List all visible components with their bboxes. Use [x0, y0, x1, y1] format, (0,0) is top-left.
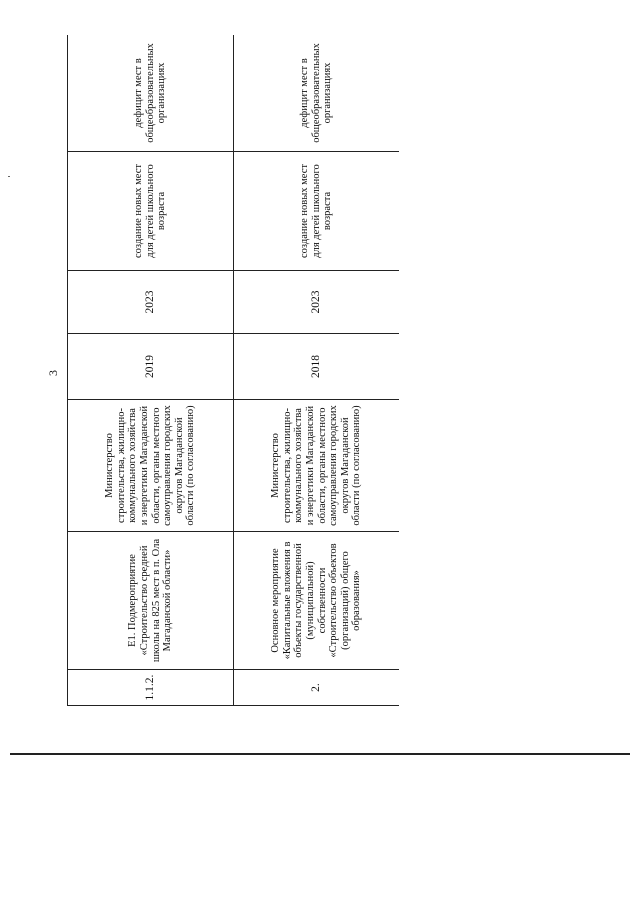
- start-year: 2018: [234, 334, 400, 400]
- expected-result: создание новых мест для детей школьного возраста: [68, 152, 234, 271]
- row-number: 2.: [234, 670, 400, 706]
- horizontal-rule: [10, 753, 630, 755]
- end-year: 2023: [234, 271, 400, 334]
- executor: Министерство строительства, жилищно-коммунального хозяйства и энергетики Магаданской области, органы местного самоуправления городских округов Магаданской области (по согласованию): [234, 400, 400, 532]
- table-row: [68, 35, 234, 706]
- start-year: 2019: [68, 334, 234, 400]
- measures-table: [67, 35, 399, 706]
- problem: дефицит мест в общеобразовательных организациях: [68, 35, 234, 152]
- problem: дефицит мест в общеобразовательных организациях: [234, 35, 400, 152]
- measure-title: Основное мероприятие «Капитальные вложения в объекты государственной (муниципальной) собственности «Строительство объектов (организаций) общего образования»: [234, 532, 400, 670]
- expected-result: создание новых мест для детей школьного возраста: [234, 152, 400, 271]
- scan-speck: [8, 176, 10, 177]
- row-number: 1.1.2.: [68, 670, 234, 706]
- end-year: 2023: [68, 271, 234, 334]
- measures-table-rotated: [67, 35, 399, 706]
- executor: Министерство строительства, жилищно-коммунального хозяйства и энергетики Магаданской области, органы местного самоуправления городских округов Магаданской области (по согласованию): [68, 400, 234, 532]
- measures-table-frame: [67, 35, 399, 706]
- measure-title: Е1. Подмероприятие «Строительство средней школы на 825 мест в п. Ола Магаданской области»: [68, 532, 234, 670]
- table-row: [234, 35, 400, 706]
- page-number: 3: [46, 370, 60, 376]
